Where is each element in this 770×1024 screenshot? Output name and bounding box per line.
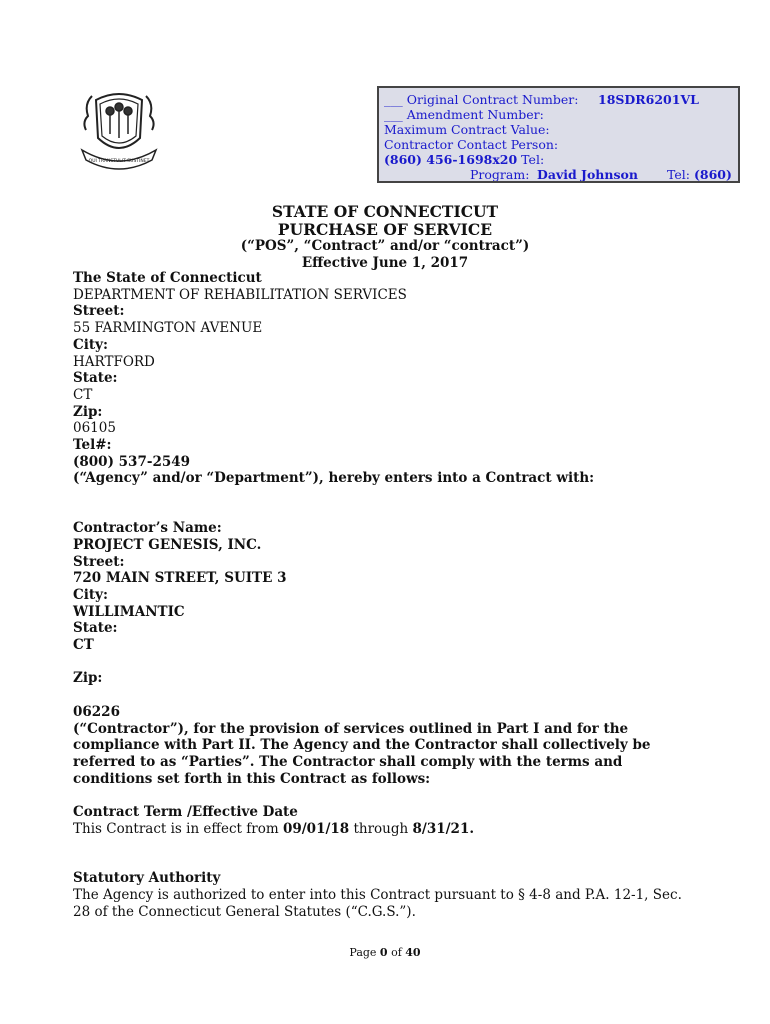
contractor-state: CT [73, 637, 94, 654]
contact-phone-row [384, 152, 733, 167]
agency-city-label: City: [73, 336, 108, 353]
agency-name: DEPARTMENT OF REHABILITATION SERVICES [73, 286, 407, 303]
program-label: Program: [470, 167, 530, 182]
document-subtitle: PURCHASE OF SERVICE [277, 220, 493, 239]
document-body [73, 270, 723, 921]
amendment-number-label: ___ Amendment Number: [384, 107, 544, 122]
agency-zip: 06105 [73, 420, 116, 437]
agency-label: The State of Connecticut [73, 270, 262, 286]
page-footer [0, 946, 770, 959]
state-seal-logo [78, 86, 160, 172]
agency-street: 55 FARMINGTON AVENUE [73, 320, 263, 337]
agency-tel-label: Tel#: [73, 437, 112, 454]
term-start-date: 09/01/18 [282, 820, 350, 837]
contractor-para-line: compliance with Part II. The Agency and the Contractor shall collectively be [73, 737, 651, 754]
page-label: Page [349, 946, 380, 959]
contact-tel-label: Tel: [517, 152, 545, 167]
program-person: David Johnson [537, 167, 638, 182]
contract-term-text [73, 821, 723, 838]
original-contract-row [384, 92, 733, 107]
term-end-date: 8/31/21. [412, 820, 475, 837]
contractor-city-label: City: [73, 586, 108, 603]
document-effective-date: Effective June 1, 2017 [301, 255, 469, 271]
contractor-name: PROJECT GENESIS, INC. [73, 536, 262, 553]
contractor-city: WILLIMANTIC [73, 603, 185, 620]
page-total: 40 [405, 946, 421, 959]
program-row [384, 167, 733, 182]
agency-street-label: Street: [73, 303, 125, 320]
program-tel-label: Tel: [667, 167, 694, 182]
agency-zip-label: Zip: [73, 403, 103, 420]
statutory-line: 28 of the Connecticut General Statutes (“C.G.S.”). [73, 903, 416, 920]
agency-state: CT [73, 386, 93, 403]
page-number: 0 [379, 946, 388, 959]
contract-info-box [377, 86, 740, 183]
contractor-contact-label: Contractor Contact Person: [384, 137, 559, 152]
contract-term-heading: Contract Term /Effective Date [73, 804, 298, 821]
contractor-name-label: Contractor’s Name: [73, 520, 222, 537]
contractor-para-line: (“Contractor”), for the provision of services outlined in Part I and for the [73, 720, 629, 737]
document-title: STATE OF CONNECTICUT [271, 202, 499, 221]
max-contract-value-label: Maximum Contract Value: [384, 122, 550, 137]
contractor-zip-label: Zip: [73, 670, 103, 687]
agency-tel: (800) 537-2549 [73, 453, 191, 470]
statutory-heading: Statutory Authority [73, 870, 221, 887]
term-text-pre: This Contract is in effect from [73, 820, 283, 837]
contractor-state-label: State: [73, 620, 118, 637]
program-tel [667, 167, 732, 182]
page-of-label: of [387, 946, 406, 959]
statutory-line: The Agency is authorized to enter into this Contract pursuant to § 4-8 and P.A. 12-1, Sec. [73, 887, 682, 904]
document-alias: (“POS”, “Contract” and/or “contract”) [240, 238, 530, 254]
contractor-para-line: referred to as “Parties”. The Contractor shall comply with the terms and [73, 753, 623, 770]
agency-city: HARTFORD [73, 353, 155, 370]
contractor-street-label: Street: [73, 553, 125, 570]
contractor-para-line: conditions set forth in this Contract as follows: [73, 770, 431, 787]
contract-number: 18SDR6201VL [598, 92, 699, 107]
contractor-street: 720 MAIN STREET, SUITE 3 [73, 570, 287, 587]
contact-phone: (860) 456-1698x20 [384, 152, 518, 167]
program-tel-value: (860) [693, 167, 732, 182]
agency-enters-text: (“Agency” and/or “Department”), hereby enters into a Contract with: [73, 470, 595, 487]
term-text-mid: through [349, 820, 413, 837]
agency-state-label: State: [73, 370, 118, 387]
contractor-zip: 06226 [73, 703, 120, 720]
svg-text:QUI TRANSTULIT SUSTINET: QUI TRANSTULIT SUSTINET [88, 159, 150, 164]
original-contract-label: ___ Original Contract Number: [384, 92, 579, 107]
